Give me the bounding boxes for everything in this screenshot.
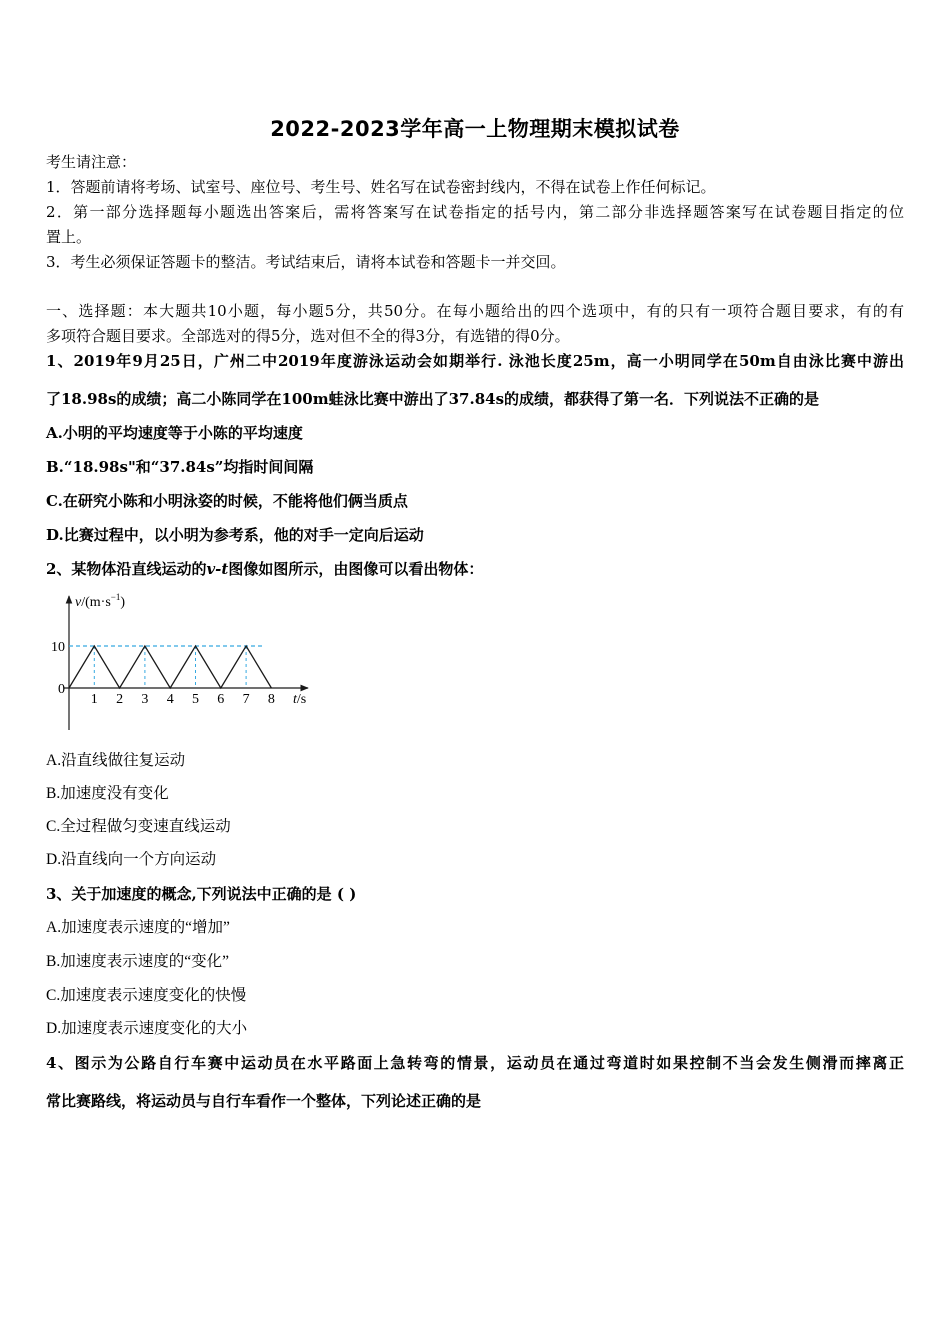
page-title: 2022-2023学年高一上物理期末模拟试卷	[270, 117, 680, 141]
series-line	[69, 646, 271, 688]
notice-heading: 考生请注意：	[46, 153, 137, 171]
q1-option-c: C.在研究小陈和小明泳姿的时候，不能将他们俩当质点	[46, 492, 408, 510]
q3-option-b: B.加速度表示速度的“变化”	[46, 953, 229, 970]
q2-option-c: C.全过程做匀变速直线运动	[46, 818, 231, 835]
x-tick-label: 5	[192, 692, 199, 707]
q2-stem-post: 图像如图所示，由图像可以看出物体：	[228, 560, 484, 578]
notice-item-2: 2．第一部分选择题每小题选出答案后，需将答案写在试卷指定的括号内，第二部分非选择题答案写在试卷题目指定的位	[46, 203, 904, 221]
x-tick-label: 3	[141, 692, 149, 707]
section-instructions-1: 一、选择题：本大题共10小题，每小题5分，共50分。在每小题给出的四个选项中，有的只有一项符合题目要求，有的有	[46, 302, 904, 320]
x-tick-label: 4	[166, 692, 174, 707]
vt-graph	[40, 584, 330, 740]
q1-stem-1: 1、2019年9月25日，广州二中2019年度游泳运动会如期举行. 泳池长度25m，高一小明同学在50m自由泳比赛中游出	[46, 352, 904, 370]
notice-item-1: 1．答题前请将考场、试室号、座位号、考生号、姓名写在试卷密封线内，不得在试卷上作任何标记。	[46, 178, 716, 196]
x-tick-label: 2	[116, 692, 124, 707]
q2-stem-var: v-t	[206, 560, 229, 578]
q4-stem-1: 4、图示为公路自行车赛中运动员在水平路面上急转弯的情景，运动员在通过弯道时如果控制不当会发生侧滑而摔离正	[46, 1054, 904, 1072]
q2-stem-pre: 2、某物体沿直线运动的	[46, 560, 207, 578]
q3-option-d: D.加速度表示速度变化的大小	[46, 1020, 248, 1037]
q1-option-b: B.“18.98s"和“37.84s”均指时间间隔	[46, 458, 314, 476]
q2-option-a: A.沿直线做往复运动	[46, 752, 186, 769]
q1-stem-2: 了18.98s的成绩；高二小陈同学在100m蛙泳比赛中游出了37.84s的成绩，都获得了第一名．下列说法不正确的是	[46, 390, 820, 408]
x-tick-label: 8	[267, 692, 275, 707]
x-tick-label: 7	[242, 692, 250, 707]
q3-option-a: A.加速度表示速度的“增加”	[46, 919, 230, 936]
y-axis-label-exp: −1	[110, 592, 121, 602]
y-axis-label-close: )	[120, 595, 126, 610]
q3-option-c: C.加速度表示速度变化的快慢	[46, 987, 247, 1004]
x-axis-label-var: t	[293, 692, 297, 707]
y-axis-label	[75, 592, 125, 610]
notice-item-2-cont: 置上。	[46, 228, 92, 246]
q2-stem	[46, 559, 483, 579]
q1-option-d: D.比赛过程中，以小明为参考系，他的对手一定向后运动	[46, 526, 424, 544]
q4-stem-2: 常比赛路线，将运动员与自行车看作一个整体，下列论述正确的是	[46, 1092, 482, 1110]
x-tick-label: 1	[90, 692, 98, 707]
x-axis-label	[293, 692, 306, 707]
chart-layer	[51, 640, 275, 707]
y-tick-label: 10	[51, 640, 65, 655]
x-tick-label: 6	[217, 692, 225, 707]
q1-option-a: A.小明的平均速度等于小陈的平均速度	[46, 424, 303, 442]
q2-option-d: D.沿直线向一个方向运动	[46, 851, 217, 868]
x-axis-label-unit: /s	[296, 692, 307, 707]
y-axis-label-unit: /(m·s	[81, 595, 111, 610]
y-axis-label-var: v	[75, 595, 82, 610]
q2-option-b: B.加速度没有变化	[46, 785, 169, 802]
origin-label: 0	[58, 682, 65, 697]
q3-stem: 3、关于加速度的概念,下列说法中正确的是 ( )	[46, 885, 357, 903]
notice-item-3: 3．考生必须保证答题卡的整洁。考试结束后，请将本试卷和答题卡一并交回。	[46, 253, 566, 271]
section-instructions-2: 多项符合题目要求。全部选对的得5分，选对但不全的得3分，有选错的得0分。	[46, 327, 570, 345]
